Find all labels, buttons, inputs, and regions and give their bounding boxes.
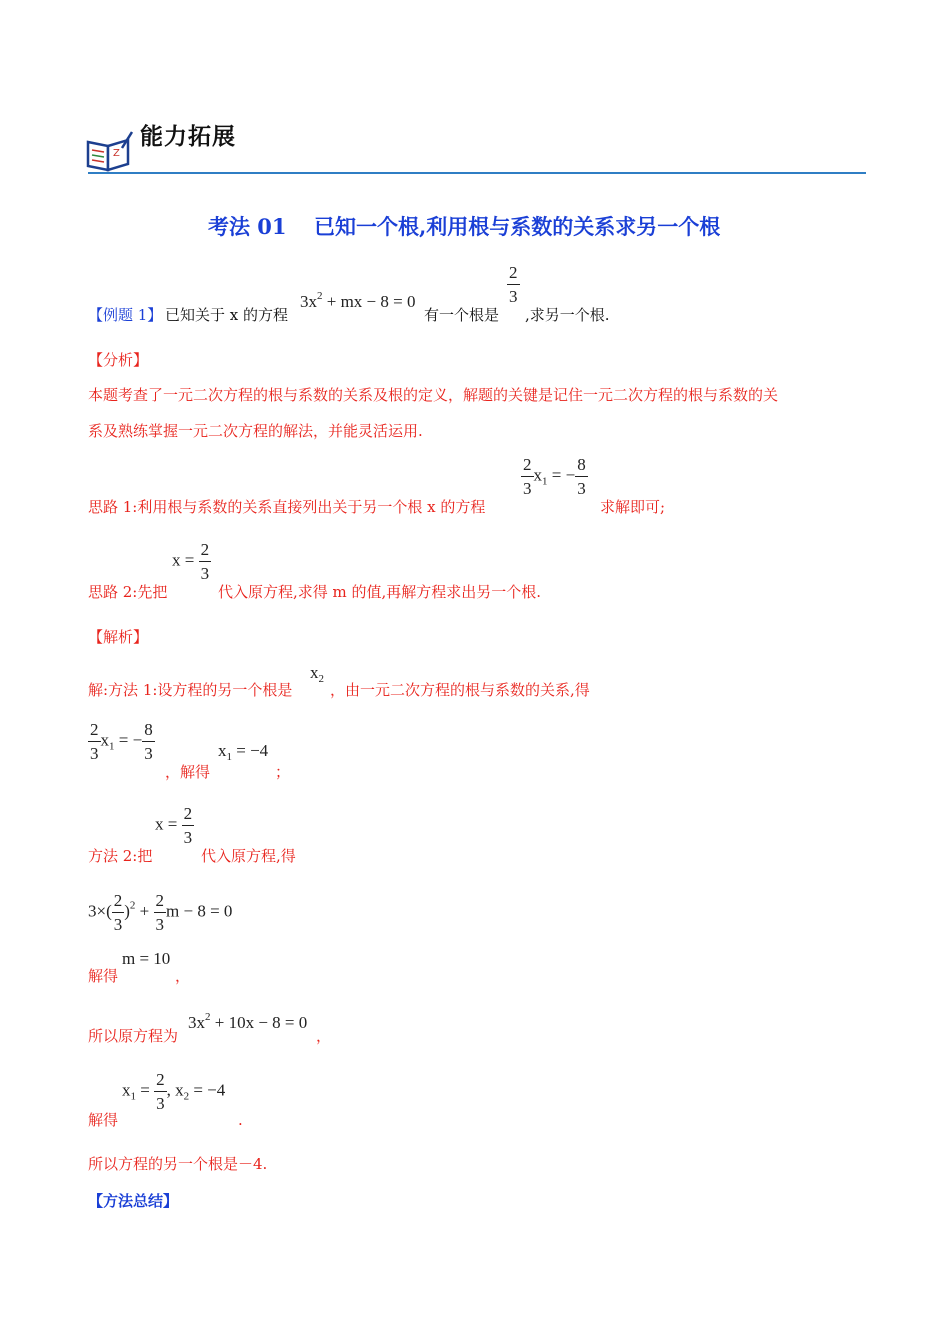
example-text-before: 已知关于 x 的方程 xyxy=(165,306,288,324)
header-divider xyxy=(88,172,866,174)
method1-variable: $x_2$ xyxy=(310,663,324,685)
idea2-equation: x = $\frac{2}{3}$ xyxy=(172,540,210,583)
idea1-text: 思路 1:利用根与系数的关系直接列出关于另一个根 x 的方程 xyxy=(88,498,486,516)
original-equation-label: 所以原方程为 xyxy=(88,1027,179,1045)
method2-equation: x = $\frac{2}{3}$ xyxy=(155,804,193,847)
method1-result: $x_1 = -4$ xyxy=(218,741,269,763)
idea2-after: 代入原方程,求得 m 的值,再解方程求出另一个根. xyxy=(218,583,542,601)
method-label: 考法 01 xyxy=(208,214,287,239)
roots-equation: $x_1$ = $\frac{2}{3}$ , $x_2 = -4$ xyxy=(122,1070,226,1113)
solve-label: 解得 xyxy=(88,967,119,985)
idea2-text: 思路 2:先把 xyxy=(88,583,168,601)
method1-text: 解:方法 1:设方程的另一个根是 xyxy=(88,681,293,699)
example-root-fraction: $\frac{2}{3}$ xyxy=(509,263,518,306)
method-summary-heading: 【方法总结】 xyxy=(88,1192,179,1210)
method-title: 已知一个根,利用根与系数的关系求另一个根 xyxy=(314,214,721,239)
analysis-heading: 【分析】 xyxy=(88,351,149,369)
method1-equation: $\frac{2}{3}$ $x_1$ = − $\frac{8}{3}$ xyxy=(90,720,153,763)
roots-end: . xyxy=(238,1111,243,1129)
roots-label: 解得 xyxy=(88,1111,119,1129)
idea1-equation: $\frac{2}{3}$ $x_1$ = − $\frac{8}{3}$ xyxy=(523,455,586,498)
section-header-title: 能力拓展 xyxy=(140,124,236,150)
method2-text: 方法 2:把 xyxy=(88,847,153,865)
example-tag: 【例题 1】 xyxy=(88,306,163,324)
idea1-after: 求解即可; xyxy=(600,498,666,516)
substituted-equation: 3×( $\frac{2}{3}$ )$^2$ + $\frac{2}{3}$ m − 8 = 0 xyxy=(88,891,233,934)
example-text-middle: 有一个根是 xyxy=(424,306,500,324)
method1-solve-label: ，解得 xyxy=(165,763,211,781)
original-equation-end: ， xyxy=(316,1027,332,1045)
book-icon xyxy=(84,126,136,176)
solution-heading: 【解析】 xyxy=(88,628,149,646)
analysis-paragraph-line2: 系及熟练掌握一元二次方程的解法，并能灵活运用. xyxy=(88,422,423,440)
m-value: m = 10 xyxy=(122,949,171,968)
method1-end: ； xyxy=(275,763,291,781)
conclusion: 所以方程的另一个根是－4. xyxy=(88,1155,268,1173)
m-comma: ， xyxy=(175,967,191,985)
analysis-paragraph-line1: 本题考查了一元二次方程的根与系数的关系及根的定义，解题的关键是记住一元二次方程的根与系数的关 xyxy=(88,386,779,404)
example-text-after: ,求另一个根. xyxy=(525,306,610,324)
example-equation: $3x^2$ + mx − 8 = 0 xyxy=(300,290,416,311)
svg-text:Z: Z xyxy=(113,148,120,159)
method2-after: 代入原方程,得 xyxy=(201,847,296,865)
original-equation: $3x^2 + 10x - 8 = 0$ xyxy=(188,1011,308,1032)
method1-after: ，由一元二次方程的根与系数的关系,得 xyxy=(330,681,590,699)
